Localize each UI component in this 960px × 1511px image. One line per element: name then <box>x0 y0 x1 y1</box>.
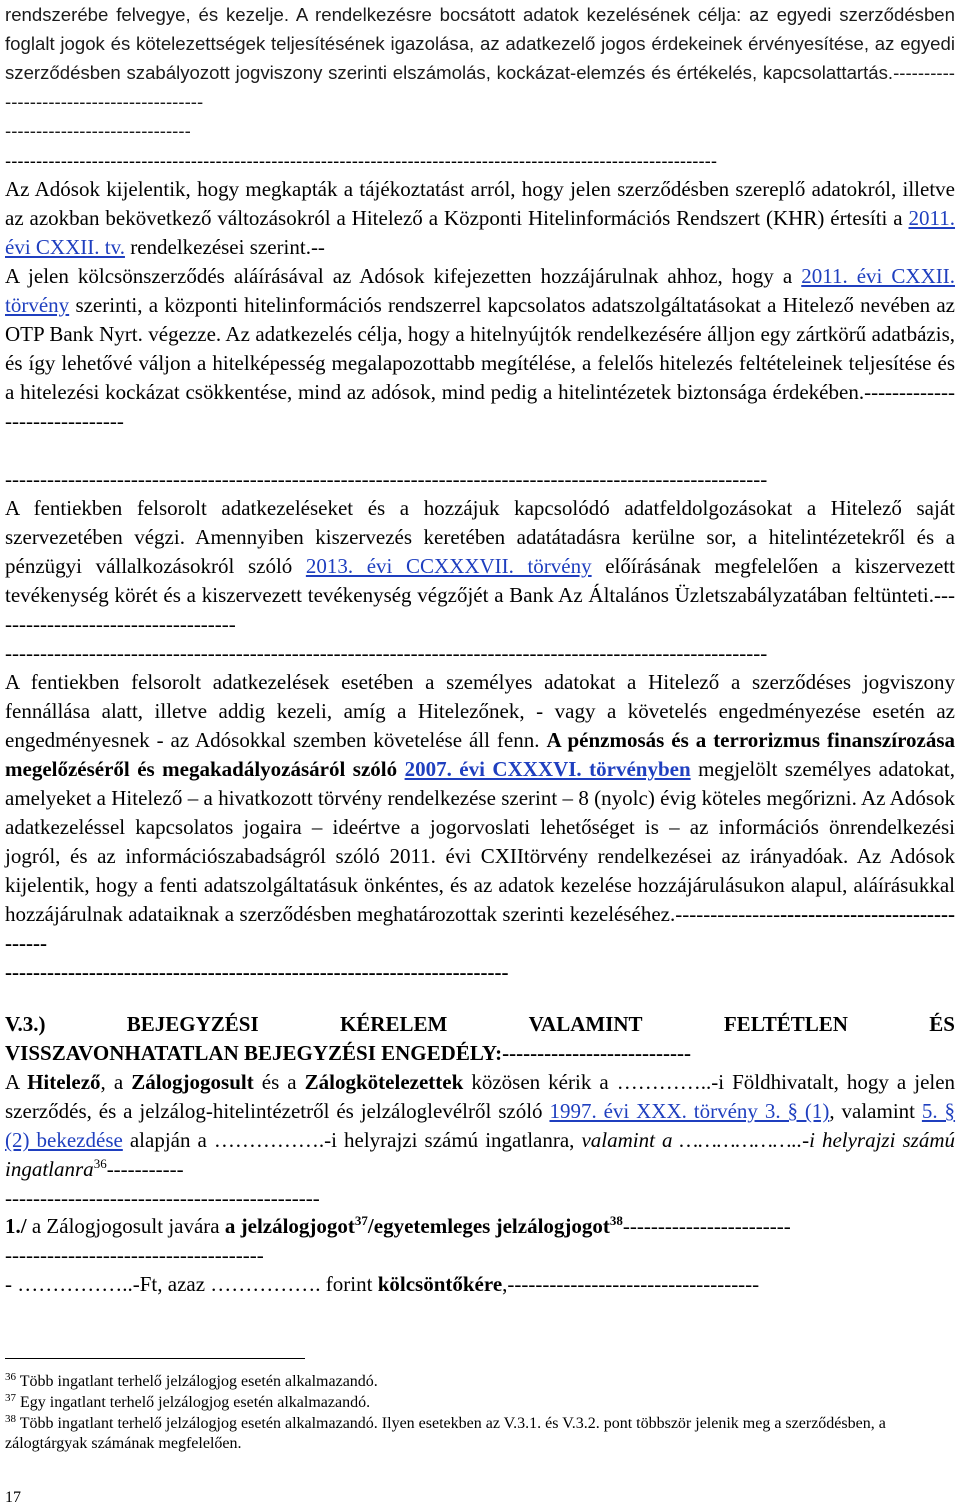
paragraph-text: , a <box>100 1070 124 1094</box>
law-link-2013-ccxxxvii[interactable]: 2013. évi CCXXXVII. törvény <box>305 554 592 578</box>
party-zalogkotelezettek: Zálogkötelezettek <box>304 1070 464 1094</box>
paragraph-text: A <box>5 1070 20 1094</box>
paragraph-registration-request <box>5 1068 955 1213</box>
paragraph-text: , valamint <box>829 1099 915 1123</box>
dash-filler: ------------------------------ <box>5 380 955 433</box>
footnote-ref-38[interactable]: 38 <box>609 1213 623 1228</box>
law-link-torveny[interactable]: törvény <box>5 293 70 317</box>
footnote-37 <box>5 1393 955 1413</box>
dash-filler-bold: ------------------------------------------------------------------------ <box>5 960 509 984</box>
footnote-text: Több ingatlant terhelő jelzálogjog esetén alkalmazandó. <box>19 1373 378 1390</box>
law-link-2011-cxxii[interactable]: 2011. évi CXXII. <box>801 264 955 288</box>
paragraph-khr-consent <box>5 262 955 436</box>
party-zalogjogosult: Zálogjogosult <box>131 1070 254 1094</box>
party-hitelezo: Hitelező <box>27 1070 101 1094</box>
heading-word: V.3.) <box>5 1012 46 1036</box>
heading-word: BEJEGYZÉSI <box>126 1012 259 1036</box>
item-number: 1./ <box>5 1214 27 1238</box>
separator-line: ------------------------------------------------------------------------------------------------------------- <box>5 641 768 665</box>
law-link-1997-xxx[interactable]: 1997. évi XXX. törvény 3. § (1) <box>549 1099 830 1123</box>
law-link-2007-cxxxvi[interactable]: 2007. évi CXXXVI. törvényben <box>404 757 691 781</box>
separator-line: ------------------------------------------------------------------------------------------------------------------- <box>5 150 718 171</box>
dash-filler: ------------------------------------- <box>5 1243 264 1267</box>
paragraph-khr-notice <box>5 175 955 262</box>
separator-line: ------------------------------------------------------------------------------------------------------------- <box>5 467 768 491</box>
footnote-separator <box>5 1358 305 1359</box>
footnote-number: 36 <box>5 1371 16 1383</box>
dash-filler-bold: --------------------------- <box>502 1041 691 1065</box>
law-link-5-2-bekezdese[interactable]: 5. § (2) bekezdése <box>5 1099 956 1152</box>
paragraph-text: rendelkezései szerint.-- <box>130 235 325 259</box>
footnote-text: Több ingatlant terhelő jelzálogjog esetén alkalmazandó. Ilyen esetekben az V.3.1. és V.3.2. pont többször jelenik meg a szerződésben, a zálogtárgyak számának megfelelően. <box>5 1415 886 1452</box>
heading-line-1 <box>5 1010 955 1039</box>
footnote-text: Egy ingatlant terhelő jelzálogjog esetén alkalmazandó. <box>20 1394 371 1411</box>
footnote-ref-37[interactable]: 37 <box>354 1213 368 1228</box>
footnote-ref-36[interactable]: 36 <box>93 1156 107 1171</box>
paragraph-text: előírásának megfelelően a kiszervezett tevékenység körét és a kiszervezett tevékenység végzőjét a Bank Az Általános Üzletszabályzatában feltünteti. <box>5 554 955 607</box>
page-number: 17 <box>5 1489 21 1506</box>
paragraph-text: , <box>502 1272 508 1296</box>
paragraph-text: közösen kérik a …………..-i Földhivatalt, hogy a jelen szerződés, és a jelzálog-hitelintézetről és jelzáloglevélről szóló <box>5 1070 956 1123</box>
heading-word: ÉS <box>929 1012 955 1036</box>
paragraph-text: A fentiekben felsorolt adatkezeléseket és a hozzájuk kapcsolódó adatfeldolgozásokat a Hitelező saját szervezetében végzi. Amennyiben kiszervezés keretében adatátadásra kerülne sor, a hitelintézetekről és a pénzügyi vállalkozásokról szóló <box>5 496 955 578</box>
heading-text: VISSZAVONHATATLAN BEJEGYZÉSI ENGEDÉLY: <box>5 1041 503 1065</box>
paragraph-text: rendszerébe felvegye, és kezelje. A rendelkezésre bocsátott adatok kezelésének célja: az egyedi szerződésben foglalt jogok és kötelezettségek teljesítésének igazolása, az adatkezelő jogos érdekeinek érvényesítése, az egyedi szerződésben szabályozott jogviszony szerinti elszámolás, kockázat-elemzés és értékelés, kapcsolattartás. <box>5 4 955 83</box>
dash-filler: ----------- <box>106 1157 184 1181</box>
paragraph-outsourcing <box>5 494 955 639</box>
paragraph-mortgage-item-1 <box>5 1212 955 1270</box>
footnote-number: 37 <box>5 1392 16 1404</box>
bold-text: A pénzmosás és a terrorizmus finanszírozása megelőzéséről és megakadályozásáról szóló <box>5 728 956 781</box>
dash-filler: ------------------------------ <box>5 120 191 141</box>
heading-word: FELTÉTLEN <box>723 1012 848 1036</box>
dash-filler: ------------------------ <box>622 1214 791 1238</box>
paragraph-text: megjelölt személyes adatokat, amelyeket a Hitelező – a hivatkozott törvény rendelkezése szerint – 8 (nyolc) évig köteles megőrizni. Az Adósok adatkezeléssel kapcsolatos jogaira – ideértve a jogorvoslati lehetőséget is – az információs önrendelkezési jogról, és az információszabadságról szóló 2011. évi CXIItörvény rendelkezései az irányadóak. Az Adósok kijelentik, hogy a fenti adatszolgáltatásuk önkéntes, és az adatok kezelése hozzájárulásukon alapul, aláírásukkal hozzájárulnak adataiknak a szerződésben meghatározottak szerinti kezeléséhez. <box>5 757 956 926</box>
bold-text: kölcsöntőkére <box>377 1272 503 1296</box>
paragraph-data-processing-purpose <box>5 0 955 145</box>
paragraph-loan-principal <box>5 1270 955 1299</box>
law-link-2011-cxxii-tv[interactable]: 2011. évi CXXII. tv. <box>5 206 955 259</box>
heading-word: VALAMINT <box>528 1012 643 1036</box>
dash-filler: ------------------------------------ <box>507 1272 760 1296</box>
paragraph-text: és a <box>261 1070 297 1094</box>
footnote-38 <box>5 1414 955 1454</box>
paragraph-text: a Zálogjogosult javára <box>31 1214 220 1238</box>
italic-text: valamint a ………………..-i helyrajzi számú ingatlanra <box>5 1128 955 1181</box>
bold-text: a jelzálogjogot <box>224 1214 355 1238</box>
dash-filler: --------------------------------------------- <box>5 1186 320 1210</box>
heading-line-2 <box>5 1039 955 1068</box>
bold-text: /egyetemleges jelzálogjogot <box>367 1214 610 1238</box>
paragraph-text: A fentiekben felsorolt adatkezelések esetében a személyes adatokat a Hitelező a szerződéses jogviszony fennállása alatt, illetve addig kezeli, amíg a Hitelezőnek, - vagy a követelés engedményezése esetén az engedményesnek - az Adósokkal szemben követelése áll fenn. <box>5 670 955 752</box>
heading-word: KÉRELEM <box>339 1012 448 1036</box>
footnote-number: 38 <box>5 1413 16 1425</box>
footnote-36 <box>5 1372 955 1392</box>
section-heading-v3 <box>5 1010 955 1068</box>
dash-filler: ------------------------------------ <box>5 583 955 636</box>
dash-filler: --------------- <box>675 902 781 926</box>
paragraph-text: - ……………..-Ft, azaz ……………. forint <box>5 1272 373 1296</box>
paragraph-text: A jelen kölcsönszerződés aláírásával az Adósok kifejezetten hozzájárulnak ahhoz, hogy a <box>5 264 793 288</box>
paragraph-text: szerinti, a központi hitelinformációs rendszerrel kapcsolatos adatszolgáltatásokat a Hitelező nevében az OTP Bank Nyrt. végezze. Az adatkezelés célja, hogy a hitelnyújtók rendelkezésére álljon egy zártkörű adatbázis, és így lehetővé váljon a hitelképesség megalapozottabb megítélése, a felelős hitelezés feltételeinek teljesítése és a hitelezési kockázat csökkentése, mind az adósok, mind pedig a hitelintézetek biztonsága érdekében. <box>5 293 956 404</box>
paragraph-retention <box>5 668 955 987</box>
paragraph-text: alapján a …………….-i helyrajzi számú ingatlanra, <box>129 1128 575 1152</box>
paragraph-text: Az Adósok kijelentik, hogy megkapták a tájékoztatást arról, hogy jelen szerződésben szereplő adatokról, illetve az azokban bekövetkező változásokról a Hitelező a Központi Hitelinformációs Rendszert (KHR) értesíti a <box>5 177 955 230</box>
dash-filler-bold: ------------------------------- <box>5 902 955 955</box>
dash-filler: ------------------------------------------ <box>5 62 955 112</box>
